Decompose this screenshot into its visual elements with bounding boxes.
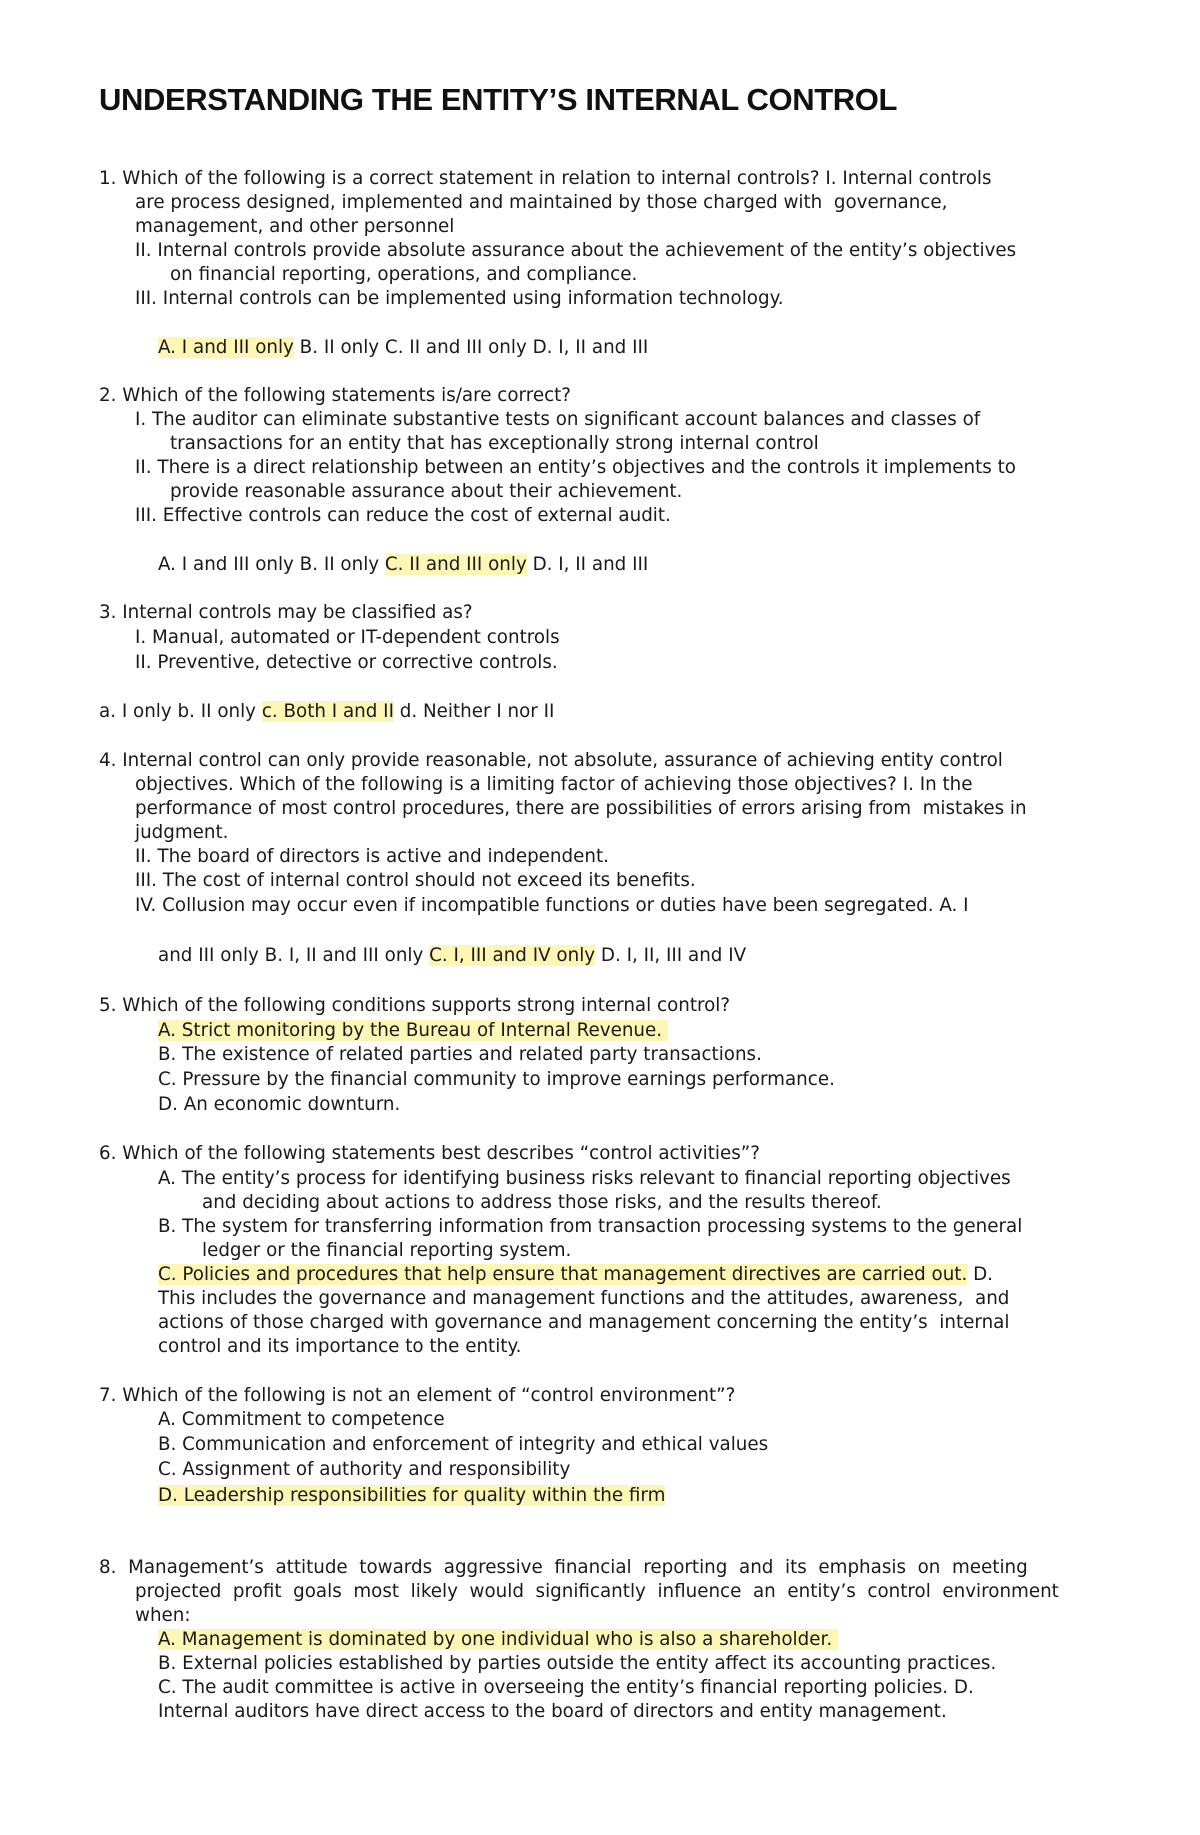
statement-iii: III. The cost of internal control should not exceed its benefits. (135, 870, 696, 891)
choice-b: B. Communication and enforcement of integrity and ethical values (158, 1434, 769, 1455)
other-choices: a. I only b. II only (99, 701, 262, 722)
choice-d: D. An economic downturn. (158, 1094, 401, 1115)
statement-ii: on financial reporting, operations, and compliance. (170, 264, 638, 285)
question-text: 1. Which of the following is a correct statement in relation to internal controls? I. Internal controls (99, 168, 992, 189)
other-choices: B. II only C. II and III only D. I, II and III (293, 337, 649, 358)
choice-b: B. The system for transferring information from transaction processing systems to the general (158, 1216, 1023, 1237)
choice-d: Internal auditors have direct access to the board of directors and entity management. (158, 1701, 947, 1722)
question-text: 4. Internal control can only provide reasonable, not absolute, assurance of achieving entity control (99, 750, 1003, 771)
statement-i: I. The auditor can eliminate substantive tests on significant account balances and classes of (135, 409, 981, 430)
other-choices: D. I, II, III and IV (595, 945, 747, 966)
other-choices: D. I, II and III (526, 554, 649, 575)
answer-choices (99, 700, 554, 724)
choice-a: and deciding about actions to address those risks, and the results thereof. (202, 1192, 882, 1213)
highlighted-answer: D. Leadership responsibilities for quality within the firm (158, 1485, 666, 1506)
statement-i: transactions for an entity that has exceptionally strong internal control (170, 433, 819, 454)
highlighted-answer: A. I and III only (158, 337, 294, 358)
highlighted-answer: C. I, III and IV only (429, 945, 596, 966)
other-choices: and III only B. I, II and III only (158, 945, 430, 966)
statement-ii: provide reasonable assurance about their achievement. (170, 481, 683, 502)
choice-c: C. Assignment of authority and responsibility (158, 1459, 571, 1480)
choice-d: This includes the governance and management functions and the attitudes, awareness, and (158, 1288, 1010, 1309)
highlighted-answer: C. II and III only (384, 554, 527, 575)
answer-choices (158, 336, 648, 360)
question-text: objectives. Which of the following is a limiting factor of achieving those objectives? I. In the (135, 774, 973, 795)
highlighted-answer: A. Strict monitoring by the Bureau of Internal Revenue. (158, 1020, 668, 1041)
choice-a: A. The entity’s process for identifying business risks relevant to financial reporting objectives (158, 1168, 1011, 1189)
answer-choices (158, 944, 746, 968)
statement-iii: III. Internal controls can be implemented using information technology. (135, 288, 784, 309)
choice-c: C. The audit committee is active in overseeing the entity’s financial reporting policies. D. (158, 1677, 974, 1698)
highlighted-answer: A. Management is dominated by one individual who is also a shareholder. (158, 1629, 838, 1650)
statement-ii: II. Internal controls provide absolute assurance about the achievement of the entity’s objectives (135, 240, 1017, 261)
question-text: when: (135, 1605, 191, 1626)
choice-b: ledger or the financial reporting system. (202, 1240, 572, 1261)
choice-b: B. The existence of related parties and related party transactions. (158, 1044, 762, 1065)
choice-d: actions of those charged with governance and management concerning the entity’s internal (158, 1312, 1010, 1333)
statement-i: judgment. (135, 822, 229, 843)
question-text: are process designed, implemented and maintained by those charged with governance, (135, 192, 948, 213)
page-title: UNDERSTANDING THE ENTITY’S INTERNAL CONTROL (99, 82, 897, 117)
statement-ii: II. Preventive, detective or corrective controls. (135, 652, 558, 673)
highlighted-answer: C. Policies and procedures that help ensure that management directives are carried out. (158, 1264, 968, 1285)
statement-iii: III. Effective controls can reduce the cost of external audit. (135, 505, 671, 526)
choice-c (158, 1263, 993, 1287)
choice-d: D. (967, 1264, 993, 1285)
question-text: projected profit goals most likely would significantly influence an entity’s control environment (135, 1581, 1059, 1602)
statement-iv: IV. Collusion may occur even if incompatible functions or duties have been segregated. A. I (135, 895, 969, 916)
choice-a (158, 1019, 668, 1043)
choice-b: B. External policies established by parties outside the entity affect its accounting practices. (158, 1653, 997, 1674)
question-text: 8. Management’s attitude towards aggressive financial reporting and its emphasis on meeting (99, 1557, 1028, 1578)
highlighted-answer: c. Both I and II (261, 701, 394, 722)
question-text: 6. Which of the following statements best describes “control activities”? (99, 1143, 760, 1164)
choice-c: C. Pressure by the financial community to improve earnings performance. (158, 1069, 835, 1090)
question-text: 5. Which of the following conditions supports strong internal control? (99, 995, 731, 1016)
statement-ii: II. There is a direct relationship between an entity’s objectives and the controls it implements to (135, 457, 1016, 478)
question-text: management, and other personnel (135, 216, 455, 237)
question-text: 7. Which of the following is not an element of “control environment”? (99, 1385, 736, 1406)
choice-a: A. Commitment to competence (158, 1409, 445, 1430)
choice-a (158, 1628, 838, 1652)
question-text: 2. Which of the following statements is/are correct? (99, 385, 571, 406)
other-choices: d. Neither I nor II (393, 701, 555, 722)
choice-d: control and its importance to the entity. (158, 1336, 522, 1357)
question-text: 3. Internal controls may be classified as? (99, 602, 473, 623)
statement-ii: II. The board of directors is active and independent. (135, 846, 609, 867)
other-choices: A. I and III only B. II only (158, 554, 385, 575)
statement-i: I. Manual, automated or IT-dependent controls (135, 627, 560, 648)
answer-choices (158, 553, 648, 577)
statement-i: performance of most control procedures, there are possibilities of errors arising from mistakes in (135, 798, 1027, 819)
choice-d (158, 1484, 665, 1508)
